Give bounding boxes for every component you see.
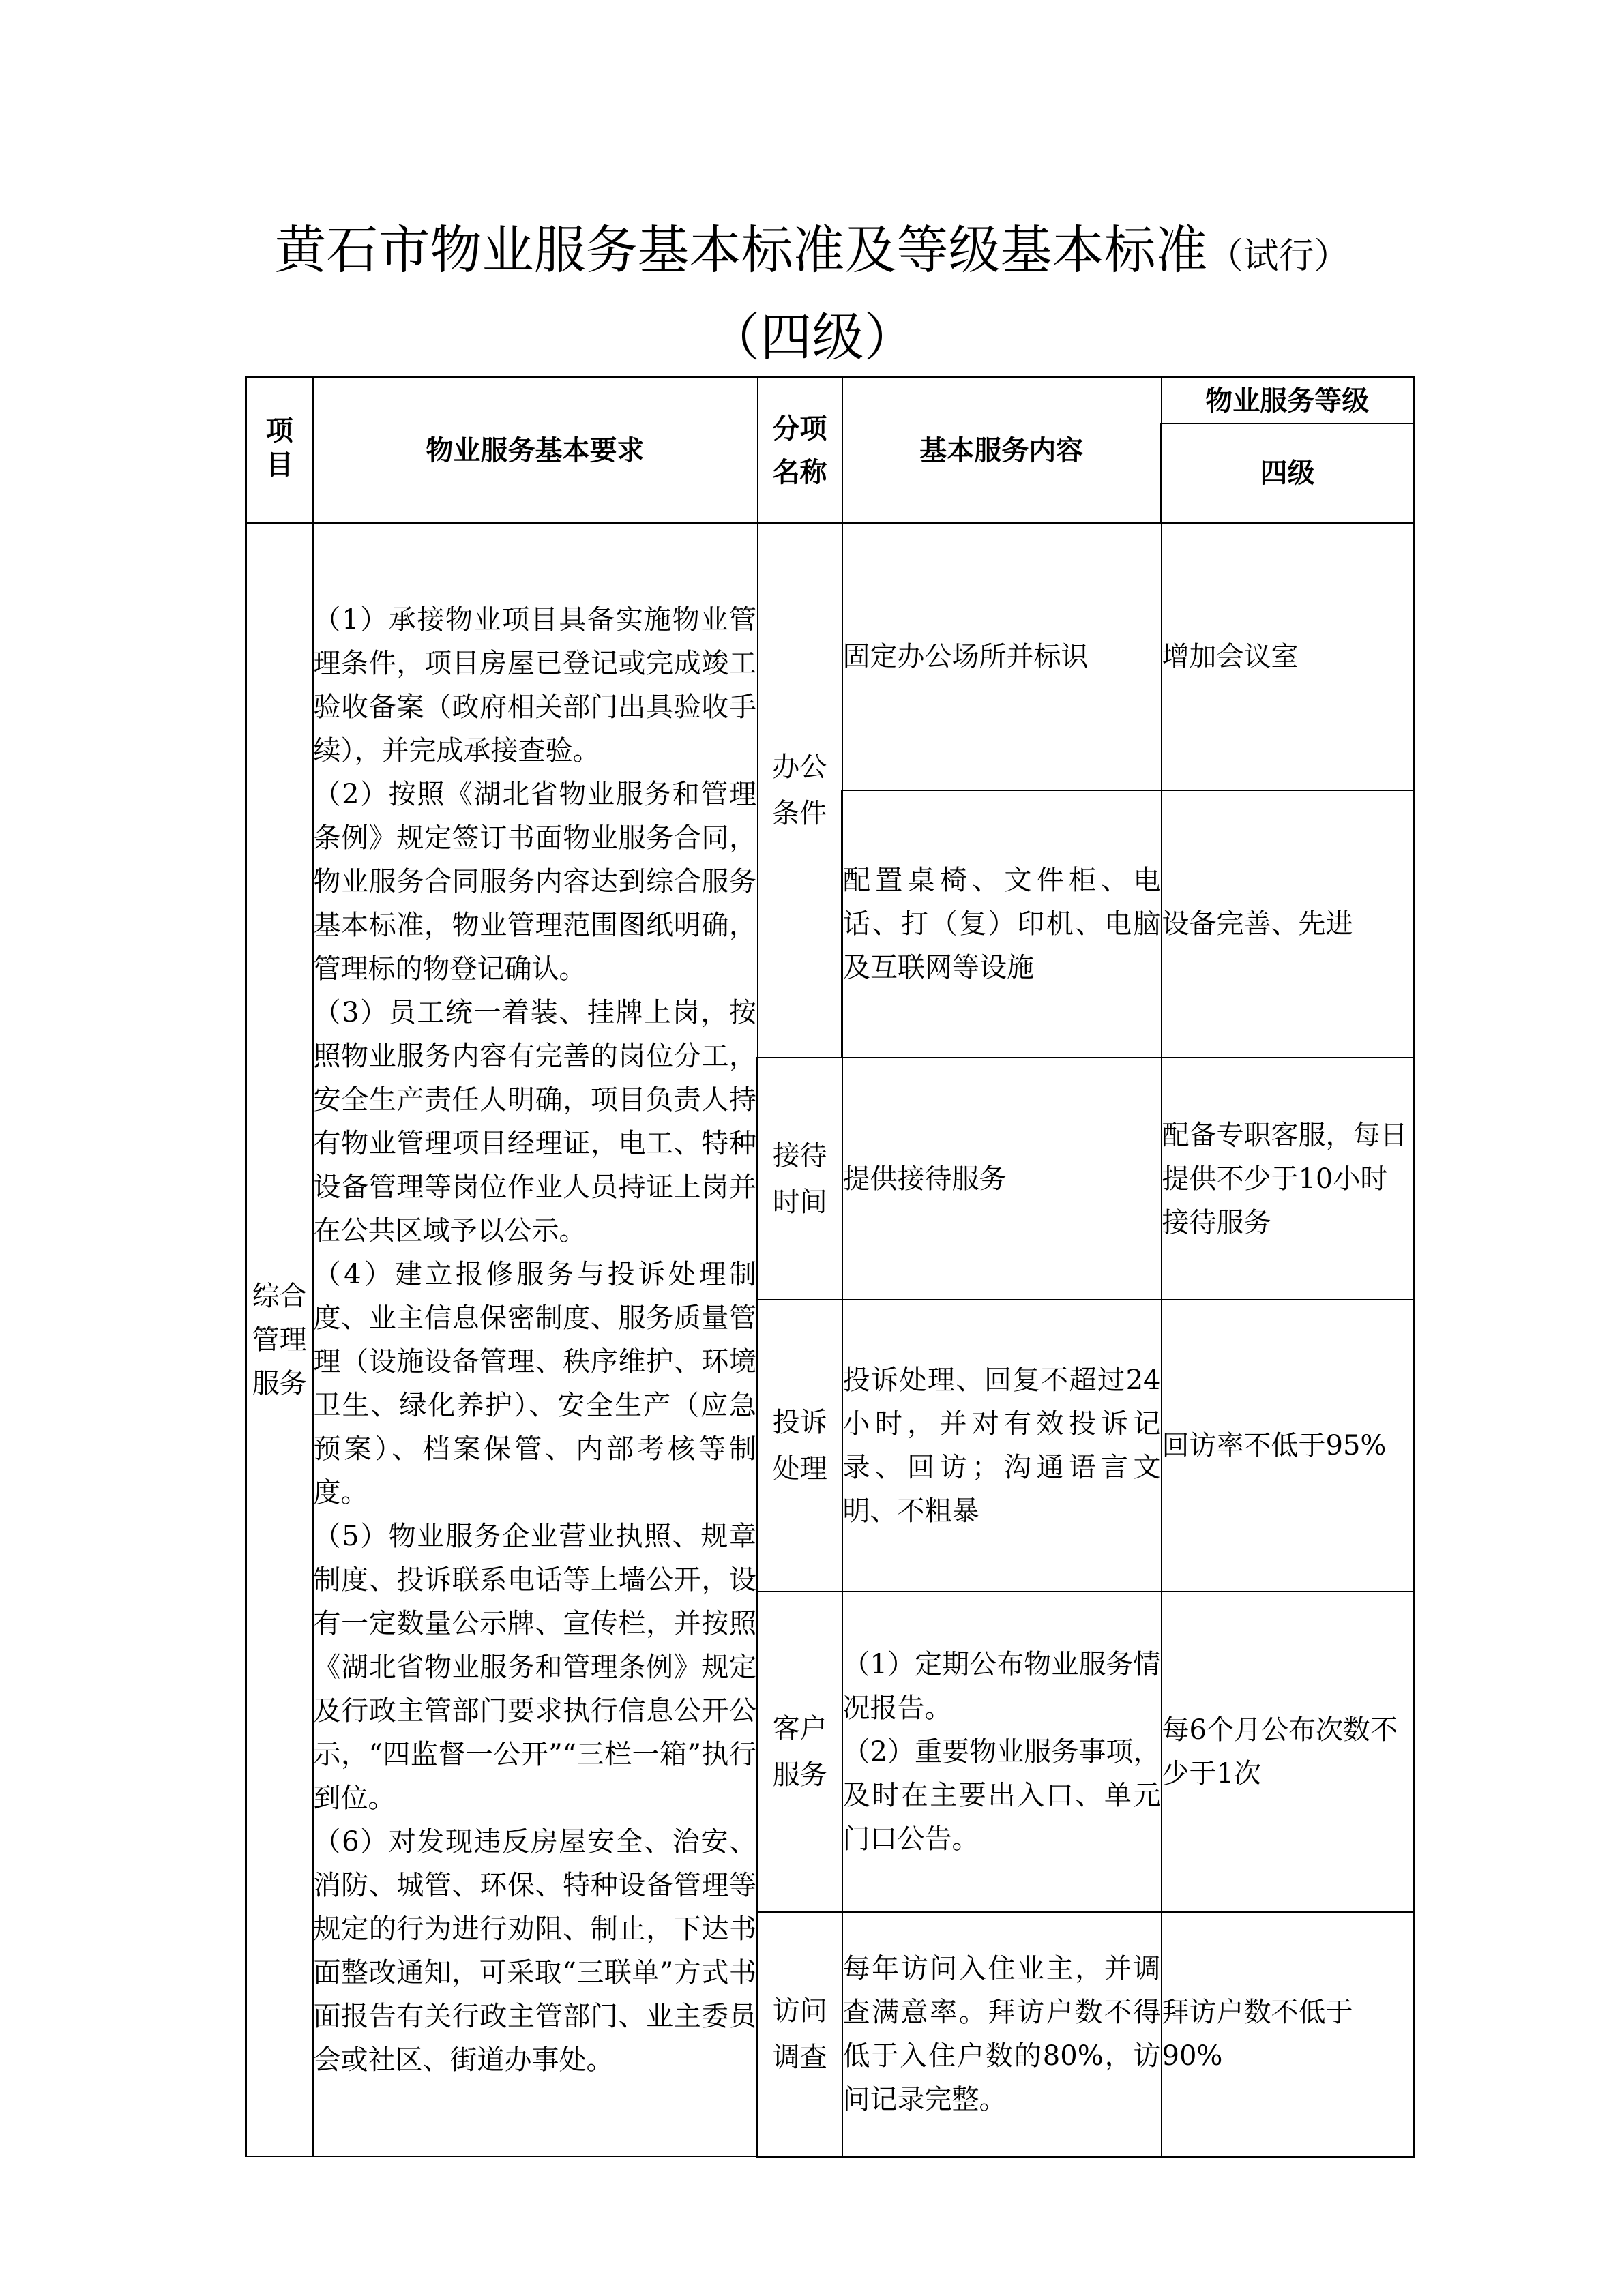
header-grade: 四级 <box>1162 423 1414 523</box>
requirement-2: （2）按照《湖北省物业服务和管理条例》规定签订书面物业服务合同，物业服务合同服务内容达到综合服务基本标准，物业管理范围图纸明确，管理标的物登记确认。 <box>313 778 756 985</box>
category-reception: 接待时间 <box>758 1058 842 1300</box>
header-item: 项目 <box>246 377 313 523</box>
content-reception: 提供接待服务 <box>842 1058 1162 1300</box>
requirements-cell <box>313 523 758 2156</box>
header-requirements: 物业服务基本要求 <box>313 377 758 523</box>
grade-visit-survey: 拜访户数不低于90% <box>1162 1912 1414 2156</box>
page-subtitle: （四级） <box>708 307 916 368</box>
content-customer-service: （1）定期公布物业服务情况报告。 （2）重要物业服务事项，及时在主要出入口、单元门口公告。 <box>842 1592 1162 1912</box>
grade-customer-service: 每6个月公布次数不少于1次 <box>1162 1592 1414 1912</box>
category-customer-service: 客户服务 <box>758 1592 842 1912</box>
grade-office-2: 设备完善、先进 <box>1162 790 1414 1058</box>
requirement-6: （6）对发现违反房屋安全、治安、消防、城管、环保、特种设备管理等规定的行为进行劝阻、制止，下达书面整改通知，可采取“三联单”方式书面报告有关行政主管部门、业主委员会或社区、街道办事处。 <box>313 1825 756 2076</box>
requirement-5: （5）物业服务企业营业执照、规章制度、投诉联系电话等上墙公开，设有一定数量公示牌、宣传栏，并按照《湖北省物业服务和管理条例》规定及行政主管部门要求执行信息公开公示，“四监督一公开”“三栏一箱”执行到位。 <box>313 1520 756 1814</box>
item-cell: 综合管理服务 <box>246 523 313 2156</box>
requirement-3: （3）员工统一着装、挂牌上岗，按照物业服务内容有完善的岗位分工，安全生产责任人明确，项目负责人持有物业管理项目经理证，电工、特种设备管理等岗位作业人员持证上岗并在公共区域予以公示。 <box>313 996 756 1247</box>
content-office-1: 固定办公场所并标识 <box>842 523 1162 790</box>
content-complaints: 投诉处理、回复不超过24小时，并对有效投诉记录、回访；沟通语言文明、不粗暴 <box>842 1300 1162 1592</box>
grade-office-1: 增加会议室 <box>1162 523 1414 790</box>
grade-reception: 配备专职客服，每日提供不少于10小时接待服务 <box>1162 1058 1414 1300</box>
category-visit-survey: 访问调查 <box>758 1912 842 2156</box>
header-content: 基本服务内容 <box>842 377 1162 523</box>
page-title <box>0 213 1624 294</box>
grade-complaints: 回访率不低于95% <box>1162 1300 1414 1592</box>
standards-table <box>245 376 1415 2158</box>
header-grade-group: 物业服务等级 <box>1162 377 1414 423</box>
title-note: （试行） <box>1207 236 1350 277</box>
content-office-2: 配置桌椅、文件柜、电话、打（复）印机、电脑及互联网等设施 <box>842 790 1162 1058</box>
category-office: 办公条件 <box>758 523 842 1058</box>
requirement-1: （1）承接物业项目具备实施物业管理条件，项目房屋已登记或完成竣工验收备案（政府相关部门出具验收手续），并完成承接查验。 <box>313 603 756 766</box>
title-main: 黄石市物业服务基本标准及等级基本标准 <box>274 220 1208 280</box>
header-category: 分项名称 <box>758 377 842 523</box>
requirement-4: （4）建立报修服务与投诉处理制度、业主信息保密制度、服务质量管理（设施设备管理、秩序维护、环境卫生、绿化养护）、安全生产（应急预案）、档案保管、内部考核等制度。 <box>313 1258 756 1508</box>
category-complaints: 投诉处理 <box>758 1300 842 1592</box>
content-visit-survey: 每年访问入住业主，并调查满意率。拜访户数不得低于入住户数的80%，访问记录完整。 <box>842 1912 1162 2156</box>
